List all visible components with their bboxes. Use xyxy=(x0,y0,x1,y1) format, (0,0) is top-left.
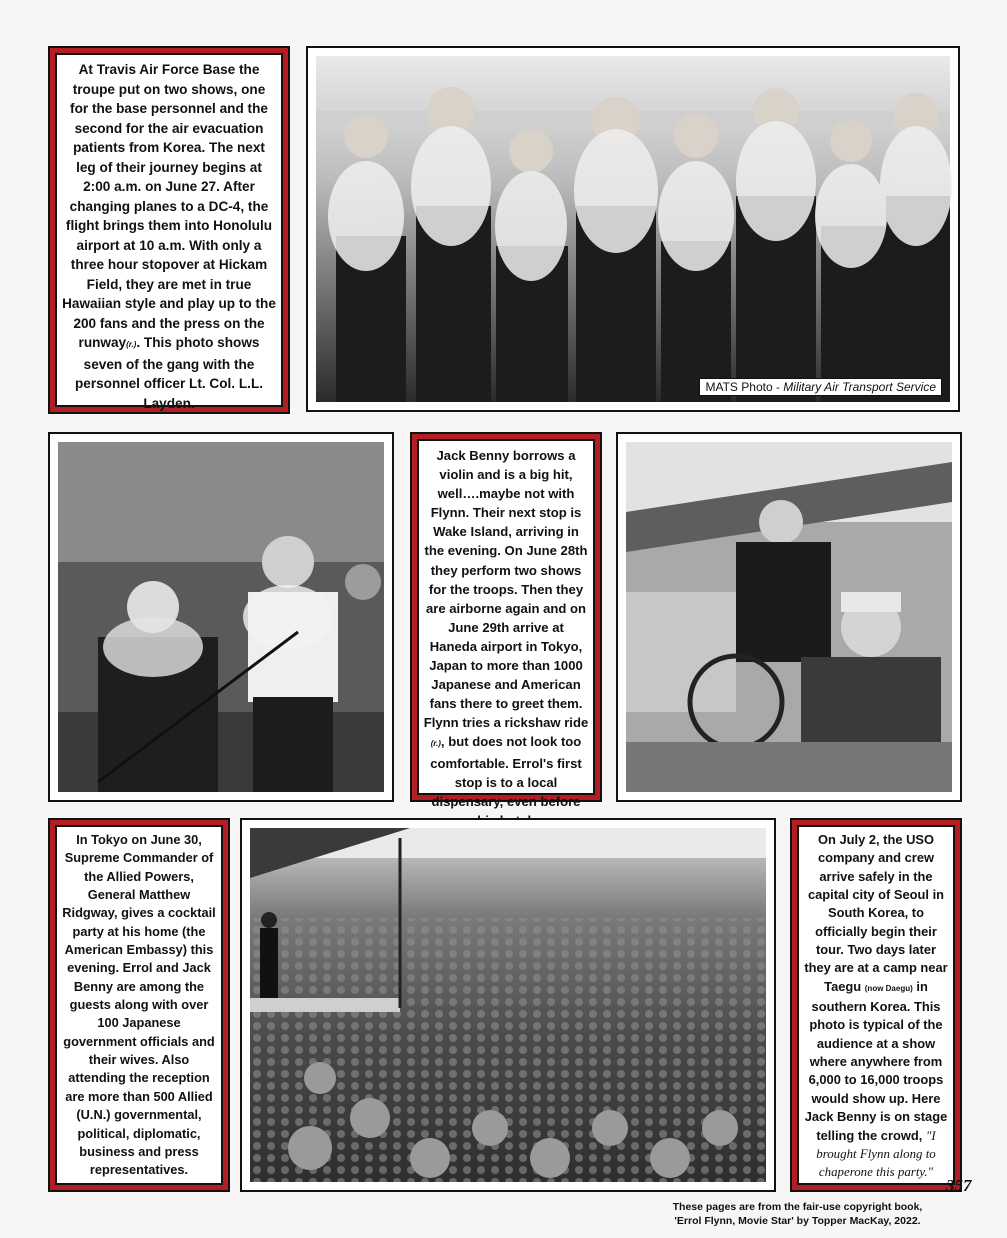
photo-taegu-crowd xyxy=(240,818,776,1192)
photo-rickshaw xyxy=(616,432,962,802)
text-box-seoul-content xyxy=(797,825,955,1185)
rickshaw-photo xyxy=(626,442,952,792)
text-box-benny xyxy=(410,432,602,809)
text-benny-note: (r.) xyxy=(430,739,441,749)
group-lei-photo xyxy=(316,56,950,402)
text-benny-end: , but does not look too comfortable. Errol's first stop is to a local dispensary, even before xyxy=(430,734,582,809)
text-tokyo-main: In Tokyo on June 30, Supreme Commander of the Allied Powers, General Matthew Ridgway, gives a cocktail party at his home (the American Embassy) this evening. Errol and Jack Benny are among the guests along with over 100 Japanese government officials and their wives. Also attending the reception are more than 500 Allied (U.N.) governmental, political, diplomatic, business and press representatives. xyxy=(62,832,216,1178)
crowd-photo xyxy=(250,828,766,1182)
text-travis-note: (r.) xyxy=(126,340,137,349)
text-box-tokyo-content xyxy=(55,825,223,1185)
caption-source: MATS Photo - xyxy=(705,380,784,394)
footer-line-1: These pages are from the fair-use copyright book, xyxy=(672,1201,923,1213)
text-box-benny-content xyxy=(417,439,595,809)
photo-violin-image xyxy=(58,442,384,792)
text-travis-end: . This photo shows seven of the gang with the personnel officer Lt. Col. L.L. Layden. xyxy=(74,335,264,411)
text-box-travis xyxy=(48,46,290,414)
photo-hickam-image xyxy=(316,56,950,402)
text-travis-main: At Travis Air Force Base the troupe put on two shows, one for the base personnel and the second for the air evacuation patients from Korea. The next leg of their journey begins at 2:00 a.m. on June 27. After changing planes to a DC-4, the flight brings them into Honolulu airport at 10 a.m. With only a three hour stopover at Hickam Field, they are met in true Hawaiian style and play up to the 200 fans and the press on the runway xyxy=(62,62,276,350)
text-seoul-main: On July 2, the USO company and crew arrive safely in the capital city of Seoul in South Korea, to officially begin their tour. Two days later they are at a camp near Taegu xyxy=(804,832,948,994)
text-benny-main: Jack Benny borrows a violin and is a big hit, well….maybe not with Flynn. Their next stop is Wake Island, arriving in the evening. On June 28th they perform two shows for the troops. Then they are airborne again and on June 29th arrive at Haneda airport in Tokyo, Japan to more than 1000 Japanese and American fans there to greet them. Flynn tries a rickshaw ride xyxy=(423,448,589,731)
photo-rickshaw-image xyxy=(626,442,952,792)
text-box-travis-content xyxy=(55,53,283,411)
footer-line-2: 'Errol Flynn, Movie Star' by Topper MacKay, 2022. xyxy=(674,1215,921,1227)
text-seoul-quote: "I brought Flynn along to chaperone this party." xyxy=(816,1128,936,1180)
photo-hickam-group xyxy=(306,46,960,412)
text-box-seoul xyxy=(790,818,962,1192)
page-number: 357 xyxy=(946,1176,972,1195)
photo-crowd-image xyxy=(250,828,766,1182)
text-seoul-note: (now Daegu) xyxy=(864,983,913,993)
footer-credit xyxy=(620,1200,975,1228)
violin-photo xyxy=(58,442,384,792)
photo-benny-violin xyxy=(48,432,394,802)
caption-description: Military Air Transport Service xyxy=(783,380,936,394)
text-box-tokyo xyxy=(48,818,230,1192)
text-seoul-mid: in southern Korea. This photo is typical of the audience at a show where anywhere from 6,000 to 16,000 troops would show up. Here Jack Benny is on stage telling the crowd, xyxy=(804,978,948,1143)
photo-caption xyxy=(699,378,942,396)
